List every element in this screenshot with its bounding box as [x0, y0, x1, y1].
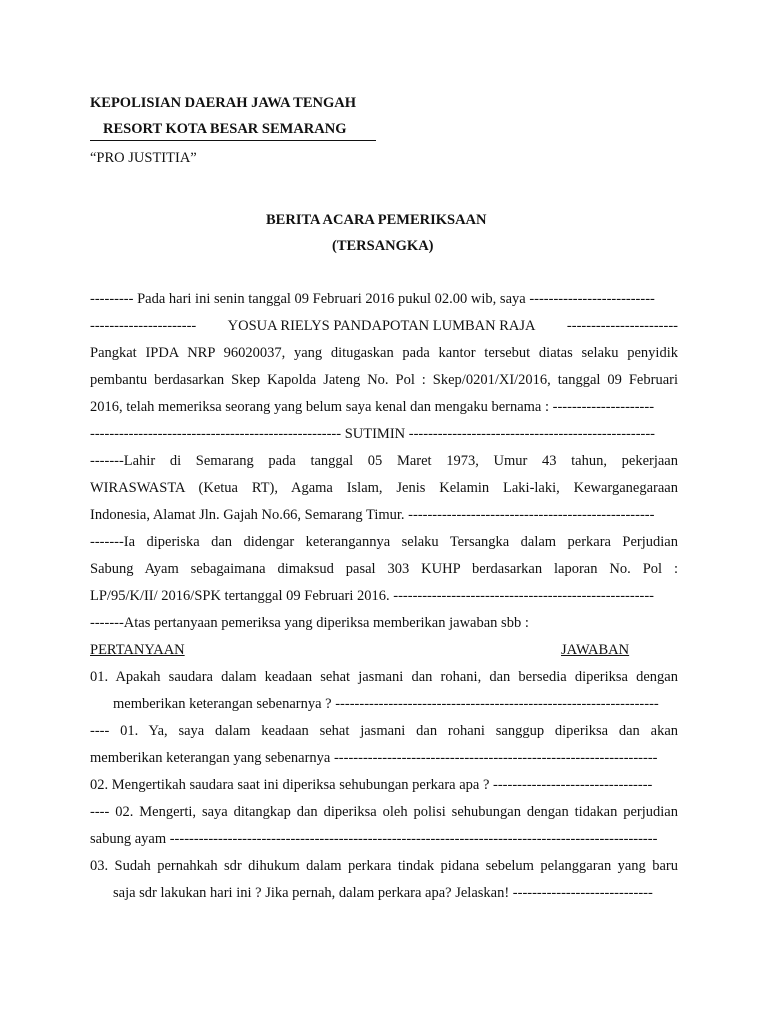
- question-line: memberikan keterangan sebenarnya ? -------------------------------------------------------------------: [113, 696, 659, 712]
- body-line: Sabung Ayam sebagaimana dimaksud pasal 303 KUHP berdasarkan laporan No. Pol :: [90, 561, 678, 577]
- examiner-name: YOSUA RIELYS PANDAPOTAN LUMBAN RAJA: [227, 318, 536, 334]
- pertanyaan-heading: PERTANYAAN: [90, 642, 185, 658]
- body-line: 2016, telah memeriksa seorang yang belum saya kenal dan mengaku bernama : ---------------------: [90, 399, 655, 415]
- examiner-name-line: [90, 317, 678, 335]
- body-line: WIRASWASTA (Ketua RT), Agama Islam, Jenis Kelamin Laki-laki, Kewarganegaraan: [90, 480, 678, 496]
- jawaban-heading: JAWABAN: [561, 642, 630, 658]
- header-pro-justitia: “PRO JUSTITIA”: [90, 150, 197, 166]
- body-line: -------Atas pertanyaan pemeriksa yang diperiksa memberikan jawaban sbb :: [90, 615, 529, 631]
- header-underline: [90, 140, 376, 141]
- body-line: pembantu berdasarkan Skep Kapolda Jateng No. Pol : Skep/0201/XI/2016, tanggal 09 Februari: [90, 372, 678, 388]
- question-line: 01. Apakah saudara dalam keadaan sehat jasmani dan rohani, dan bersedia diperiksa dengan: [90, 669, 678, 685]
- dash-fill: -----------------------: [566, 318, 678, 334]
- body-line: --------- Pada hari ini senin tanggal 09 Februari 2016 pukul 02.00 wib, saya --------------------------: [90, 291, 655, 307]
- header-resort: RESORT KOTA BESAR SEMARANG: [103, 121, 347, 137]
- answer-line: memberikan keterangan yang sebenarnya -------------------------------------------------------------------: [90, 750, 658, 766]
- body-line: Pangkat IPDA NRP 96020037, yang ditugaskan pada kantor tersebut diatas selaku penyidik: [90, 345, 678, 361]
- header-institution: KEPOLISIAN DAERAH JAWA TENGAH: [90, 95, 357, 111]
- suspect-name-line: ---------------------------------------------------- SUTIMIN ---------------------------------------------------: [90, 426, 656, 442]
- body-line: LP/95/K/II/ 2016/SPK tertanggal 09 Februari 2016. ------------------------------------------------------: [90, 588, 655, 604]
- body-line: Indonesia, Alamat Jln. Gajah No.66, Semarang Timur. ---------------------------------------------------: [90, 507, 655, 523]
- body-line: -------Ia diperiska dan didengar keterangannya selaku Tersangka dalam perkara Perjudian: [90, 534, 678, 550]
- answer-line: ---- 01. Ya, saya dalam keadaan sehat jasmani dan rohani sanggup diperiksa dan akan: [90, 723, 678, 739]
- answer-line: ---- 02. Mengerti, saya ditangkap dan diperiksa oleh polisi sehubungan dengan tidakan perjudian: [90, 804, 678, 820]
- question-line: 03. Sudah pernahkah sdr dihukum dalam perkara tindak pidana sebelum pelanggaran yang baru: [90, 858, 678, 874]
- question-line: saja sdr lakukan hari ini ? Jika pernah, dalam perkara apa? Jelaskan! -----------------------------: [113, 885, 653, 901]
- body-line: -------Lahir di Semarang pada tanggal 05 Maret 1973, Umur 43 tahun, pekerjaan: [90, 453, 678, 469]
- answer-line: sabung ayam -----------------------------------------------------------------------------------------------------: [90, 831, 658, 847]
- document-title: BERITA ACARA PEMERIKSAAN: [266, 212, 487, 228]
- question-line: 02. Mengertikah saudara saat ini diperiksa sehubungan perkara apa ? ---------------------------------: [90, 777, 653, 793]
- document-subtitle: (TERSANGKA): [332, 238, 434, 254]
- dash-fill: ----------------------: [90, 318, 197, 334]
